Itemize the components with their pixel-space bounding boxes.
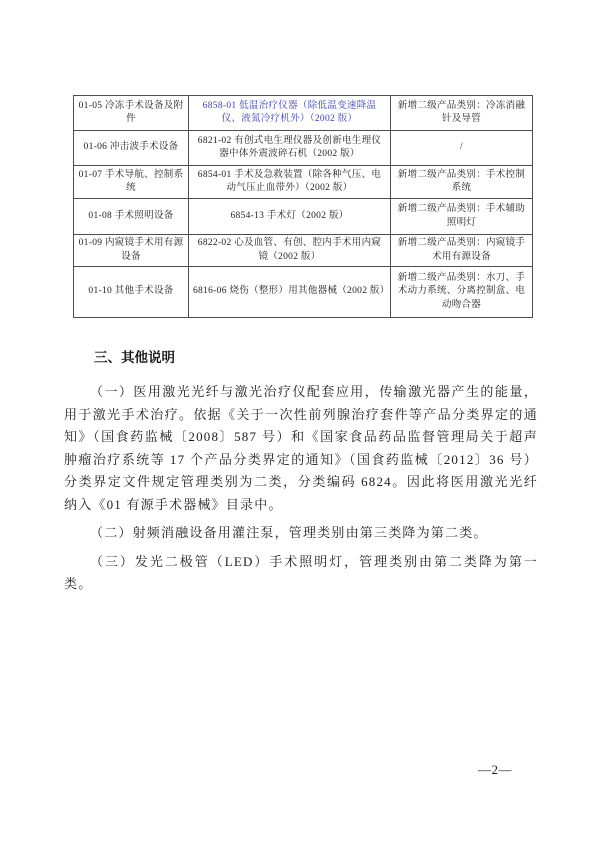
category-cell: 01-06 冲击波手术设备 bbox=[74, 131, 189, 166]
table-row bbox=[74, 96, 533, 131]
catalog-2002-cell: 6854-13 手术灯（2002 版） bbox=[189, 199, 391, 235]
note-cell: 新增二级产品类别：内窥镜手术用有源设备 bbox=[391, 235, 533, 267]
table-row bbox=[74, 267, 533, 318]
catalog-2002-cell: 6854-01 手术及急救装置（除各种气压、电动气压止血带外）（2002 版） bbox=[189, 166, 391, 199]
category-cell: 01-05 冷冻手术设备及附件 bbox=[74, 96, 189, 131]
note-cell: 新增二级产品类别：水刀、手术动力系统、分离控制盒、电动吻合器 bbox=[391, 267, 533, 318]
note-cell: / bbox=[391, 131, 533, 166]
table-row bbox=[74, 199, 533, 235]
category-cell: 01-09 内窥镜手术用有源设备 bbox=[74, 235, 189, 267]
category-cell: 01-07 手术导航、控制系统 bbox=[74, 166, 189, 199]
paragraph-laser-fiber: （一）医用激光光纤与激光治疗仪配套应用，传输激光器产生的能量，用于激光手术治疗。依据《关于一次性前列腺治疗套件等产品分类界定的通知》（国食药监械〔2008〕587 号）和《国家食品药品监督管理局关于超声肿瘤治疗系统等 17 个产品分类界定的通知》（国食药监械〔2012〕36 号）分类界定文件规定管理类别为二类，分类编码 6824。因此将医用激光光纤纳入《01 有源手术器械》目录中。 bbox=[64, 384, 538, 512]
catalog-2002-cell: 6816-06 烧伤（整形）用其他器械（2002 版） bbox=[189, 267, 391, 318]
section-other-notes bbox=[64, 350, 538, 602]
catalog-2002-cell: 6822-02 心及血管、有创、腔内手术用内窥镜（2002 版） bbox=[189, 235, 391, 267]
paragraph-perfusion-pump: （二）射频消融设备用灌注泵，管理类别由第三类降为第二类。 bbox=[90, 525, 488, 540]
category-cell: 01-10 其他手术设备 bbox=[74, 267, 189, 318]
page-number: —2— bbox=[478, 762, 512, 777]
note-cell: 新增二级产品类别：冷冻消融针及导管 bbox=[391, 96, 533, 131]
section-heading: 三、其他说明 bbox=[94, 350, 175, 365]
note-cell: 新增二级产品类别：手术辅助照明灯 bbox=[391, 199, 533, 235]
catalog-2002-cell: 6821-02 有创式电生理仪器及创新电生理仪器中体外震波碎石机（2002 版） bbox=[189, 131, 391, 166]
note-cell: 新增二级产品类别：手术控制系统 bbox=[391, 166, 533, 199]
category-cell: 01-08 手术照明设备 bbox=[74, 199, 189, 235]
catalog-2002-link[interactable]: 6858-01 低温治疗仪器（除低温变速降温仪、液氮冷疗机外）（2002 版） bbox=[189, 96, 391, 131]
table-row bbox=[74, 235, 533, 267]
table-row bbox=[74, 131, 533, 166]
table-row bbox=[74, 166, 533, 199]
classification-table bbox=[73, 95, 533, 318]
paragraph-led-lamp: （三）发光二极管（LED）手术照明灯，管理类别由第二类降为第一类。 bbox=[64, 553, 538, 591]
